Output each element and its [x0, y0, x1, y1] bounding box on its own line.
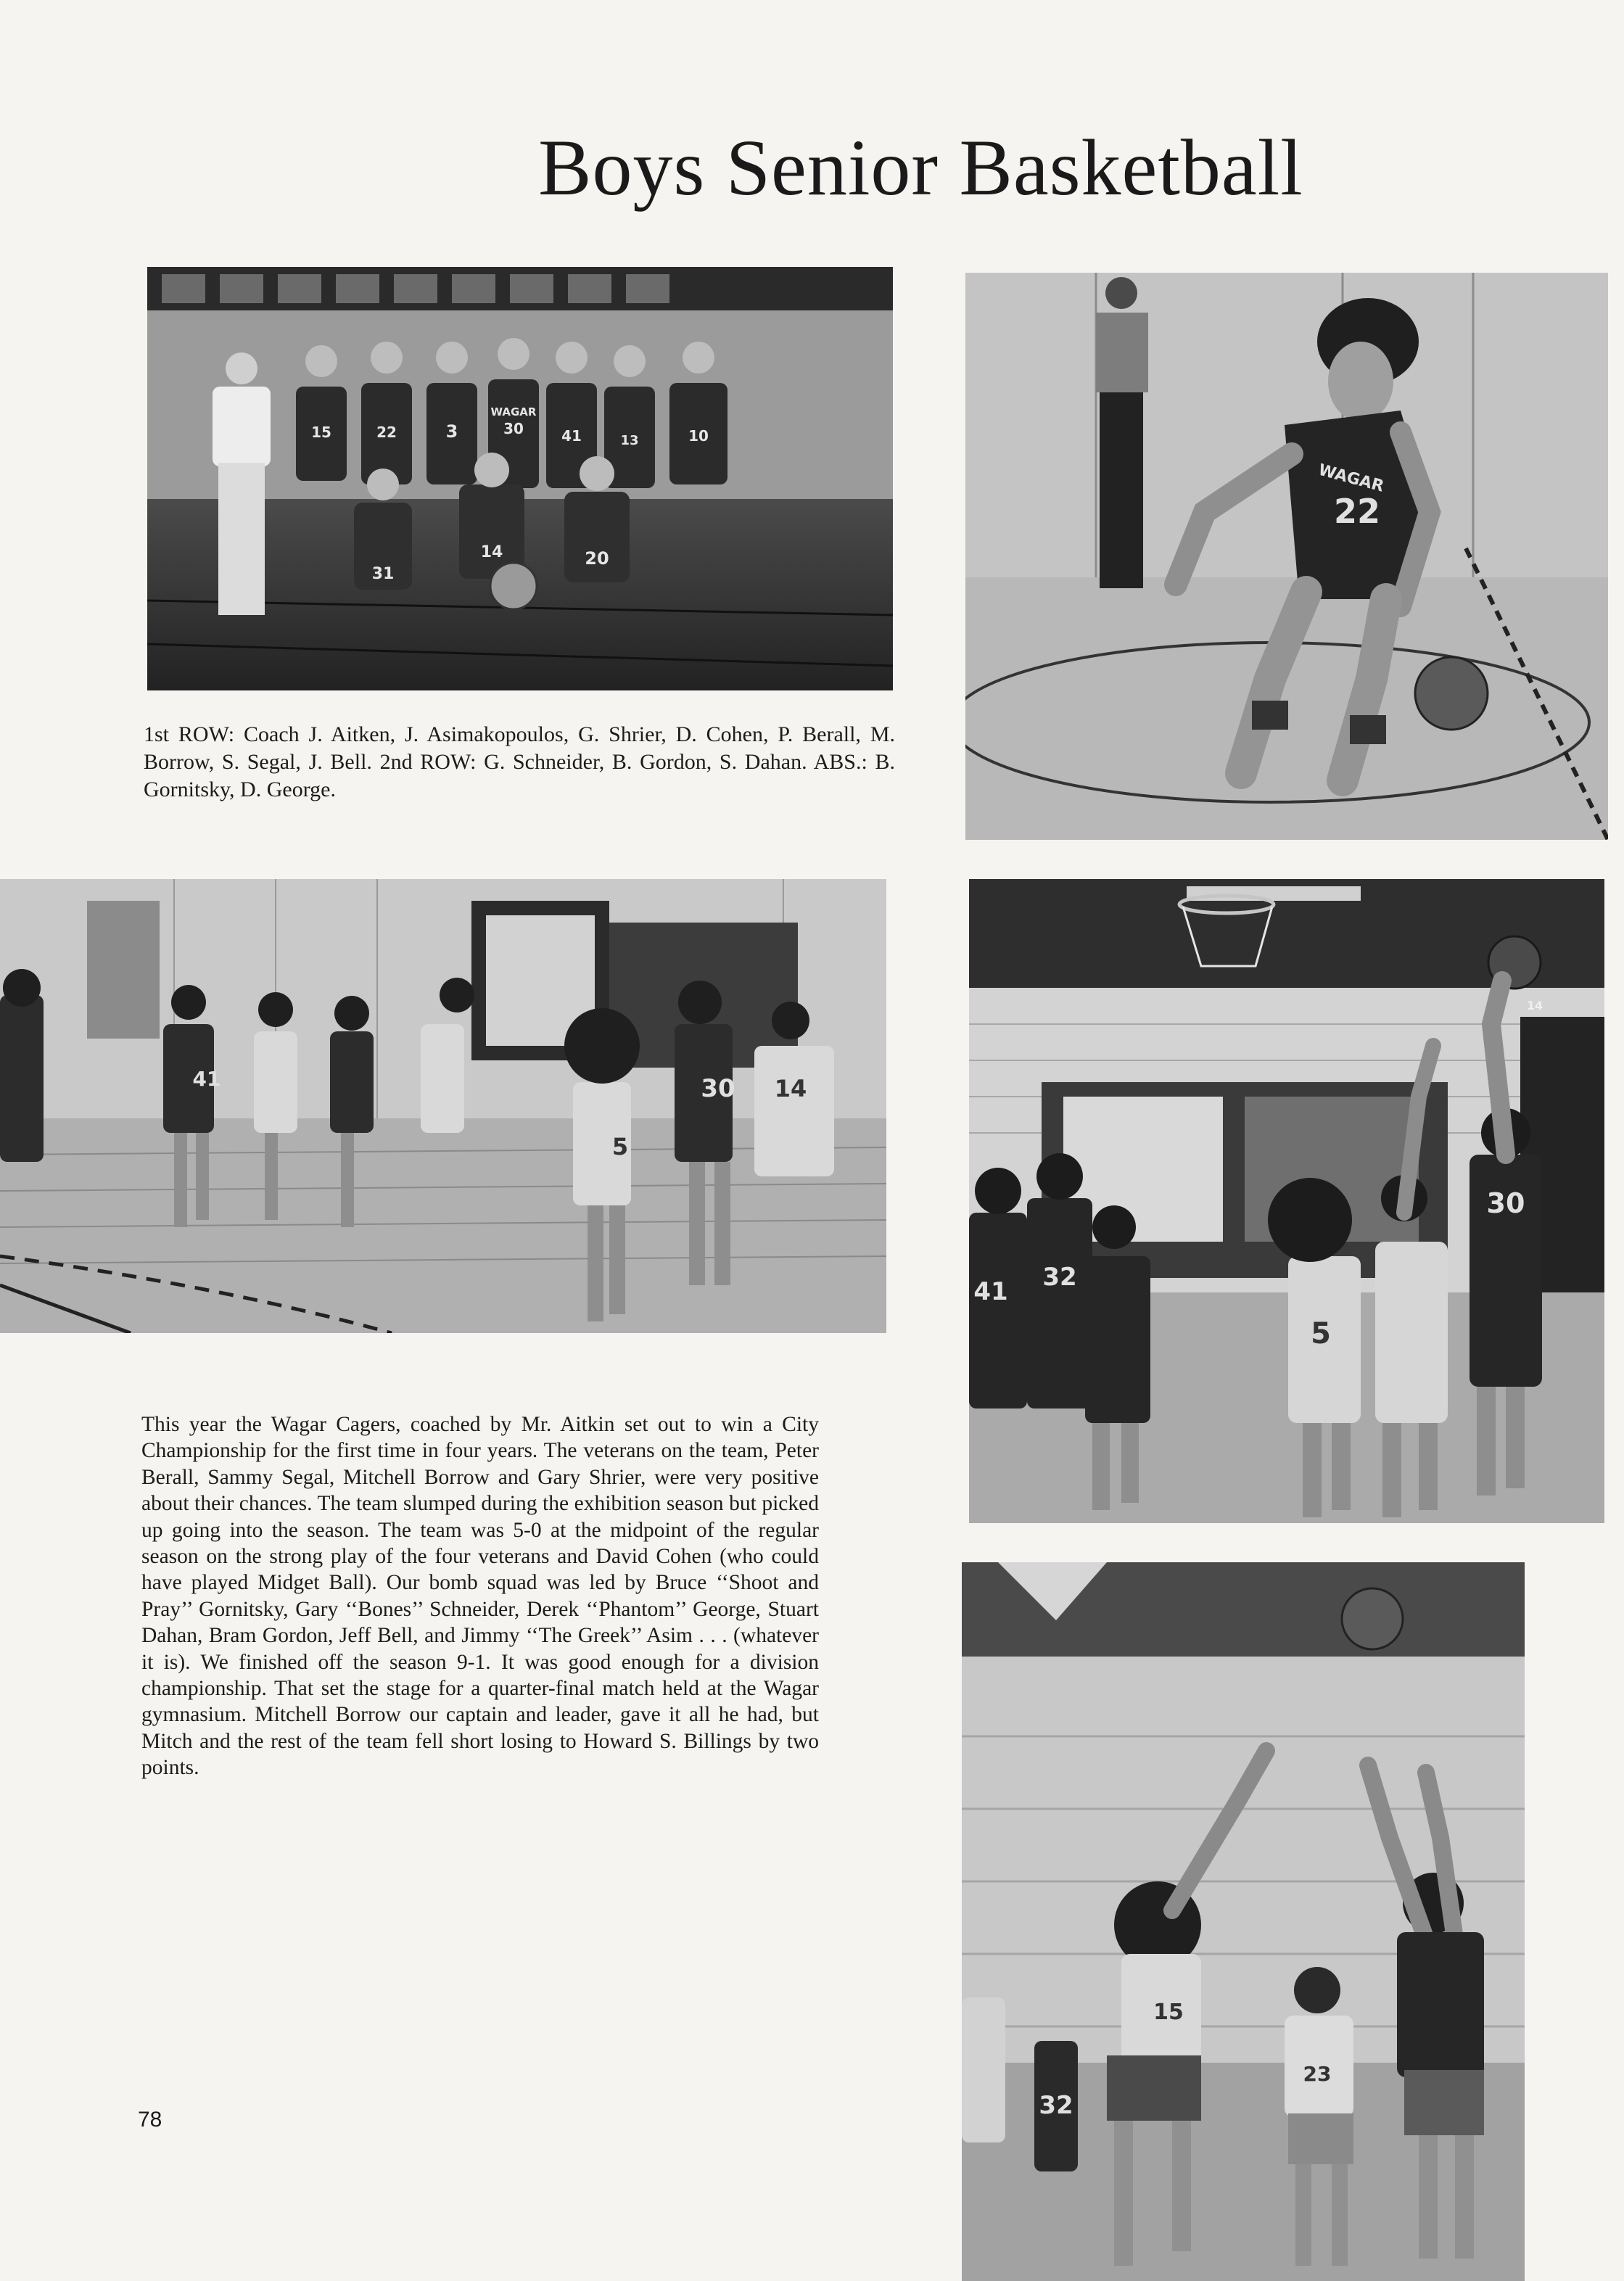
jersey-number: 22	[376, 424, 397, 441]
coach-figure	[213, 352, 271, 615]
dribble-photo	[965, 273, 1608, 840]
team-photo	[147, 267, 893, 690]
referee-figure	[1096, 277, 1148, 588]
jersey-number: 20	[585, 548, 609, 569]
page-number: 78	[138, 2108, 162, 2132]
jumpshot-photo-image	[962, 1562, 1525, 2281]
jersey-number: 32	[1039, 2091, 1073, 2120]
jersey-number: 30	[503, 420, 524, 437]
jersey-number: 14	[774, 1075, 807, 1102]
rebound-photo-image	[969, 879, 1604, 1523]
jersey-number: 15	[1153, 2000, 1184, 2025]
jersey-number: 30	[1486, 1187, 1525, 1219]
freethrow-photo-image	[0, 879, 886, 1333]
jersey-number: 41	[192, 1067, 221, 1091]
page-title: Boys Senior Basketball	[538, 123, 1303, 212]
jersey-number: 41	[973, 1277, 1008, 1306]
jersey-number: 5	[611, 1133, 629, 1160]
dribble-photo-image	[965, 273, 1608, 840]
jersey-number: 30	[701, 1074, 735, 1103]
jersey-number: 14	[1526, 999, 1543, 1012]
jersey-number: 3	[445, 421, 458, 442]
jersey-number: 22	[1333, 492, 1381, 531]
basketball	[1342, 1588, 1403, 1649]
team-photo-image	[147, 267, 893, 690]
rebound-photo	[969, 879, 1604, 1523]
jersey-number: 31	[371, 565, 395, 583]
jersey-number: 15	[311, 424, 331, 441]
jersey-number: 14	[480, 543, 503, 561]
freethrow-photo	[0, 879, 886, 1333]
season-story: This year the Wagar Cagers, coached by Mr. Aitkin set out to win a City Championship for the first time in four years. The veterans on the team, Peter Berall, Sammy Segal, Mitchell Borrow and Gary Shrier, were very positive about their chances. The team slumped during the exhibition season but picked up going into the season. The team was 5-0 at the midpoint of the regular season on the strong play of the four veterans and David Cohen (who could have played Midget Ball). Our bomb squad was led by Bruce ‘‘Shoot and Pray’’ Gornitsky, Gary ‘‘Bones’’ Schneider, Derek ‘‘Phantom’’ George, Stuart Dahan, Bram Gordon, Jeff Bell, and Jimmy ‘‘The Greek’’ Asim . . . (whatever it is). We finished off the season 9-1. It was good enough for a division championship. That set the stage for a quarter-final match held at the Wagar gymnasium. Mitchell Borrow our captain and leader, gave it all he had, but Mitch and the rest of the team fell short losing to Howard S. Billings by two points.	[141, 1413, 819, 1780]
jersey-label: WAGAR	[490, 405, 537, 418]
team-photo-caption: 1st ROW: Coach J. Aitken, J. Asimakopoulos, G. Shrier, D. Cohen, P. Berall, M. Borrow, S. Segal, J. Bell. 2nd ROW: G. Schneider, B. Gordon, S. Dahan. ABS.: B. Gornitsky, D. George.	[144, 722, 895, 801]
jumpshot-photo	[962, 1562, 1525, 2281]
jersey-number: 41	[561, 427, 582, 445]
jersey-number: 23	[1303, 2062, 1332, 2086]
basketball	[490, 563, 537, 609]
jersey-number: 32	[1042, 1263, 1077, 1292]
jersey-number: 5	[1311, 1317, 1331, 1350]
basketball	[1415, 657, 1488, 730]
jersey-label: WAGAR	[1316, 461, 1386, 496]
jersey-number: 13	[620, 433, 639, 448]
jersey-number: 10	[688, 427, 709, 445]
